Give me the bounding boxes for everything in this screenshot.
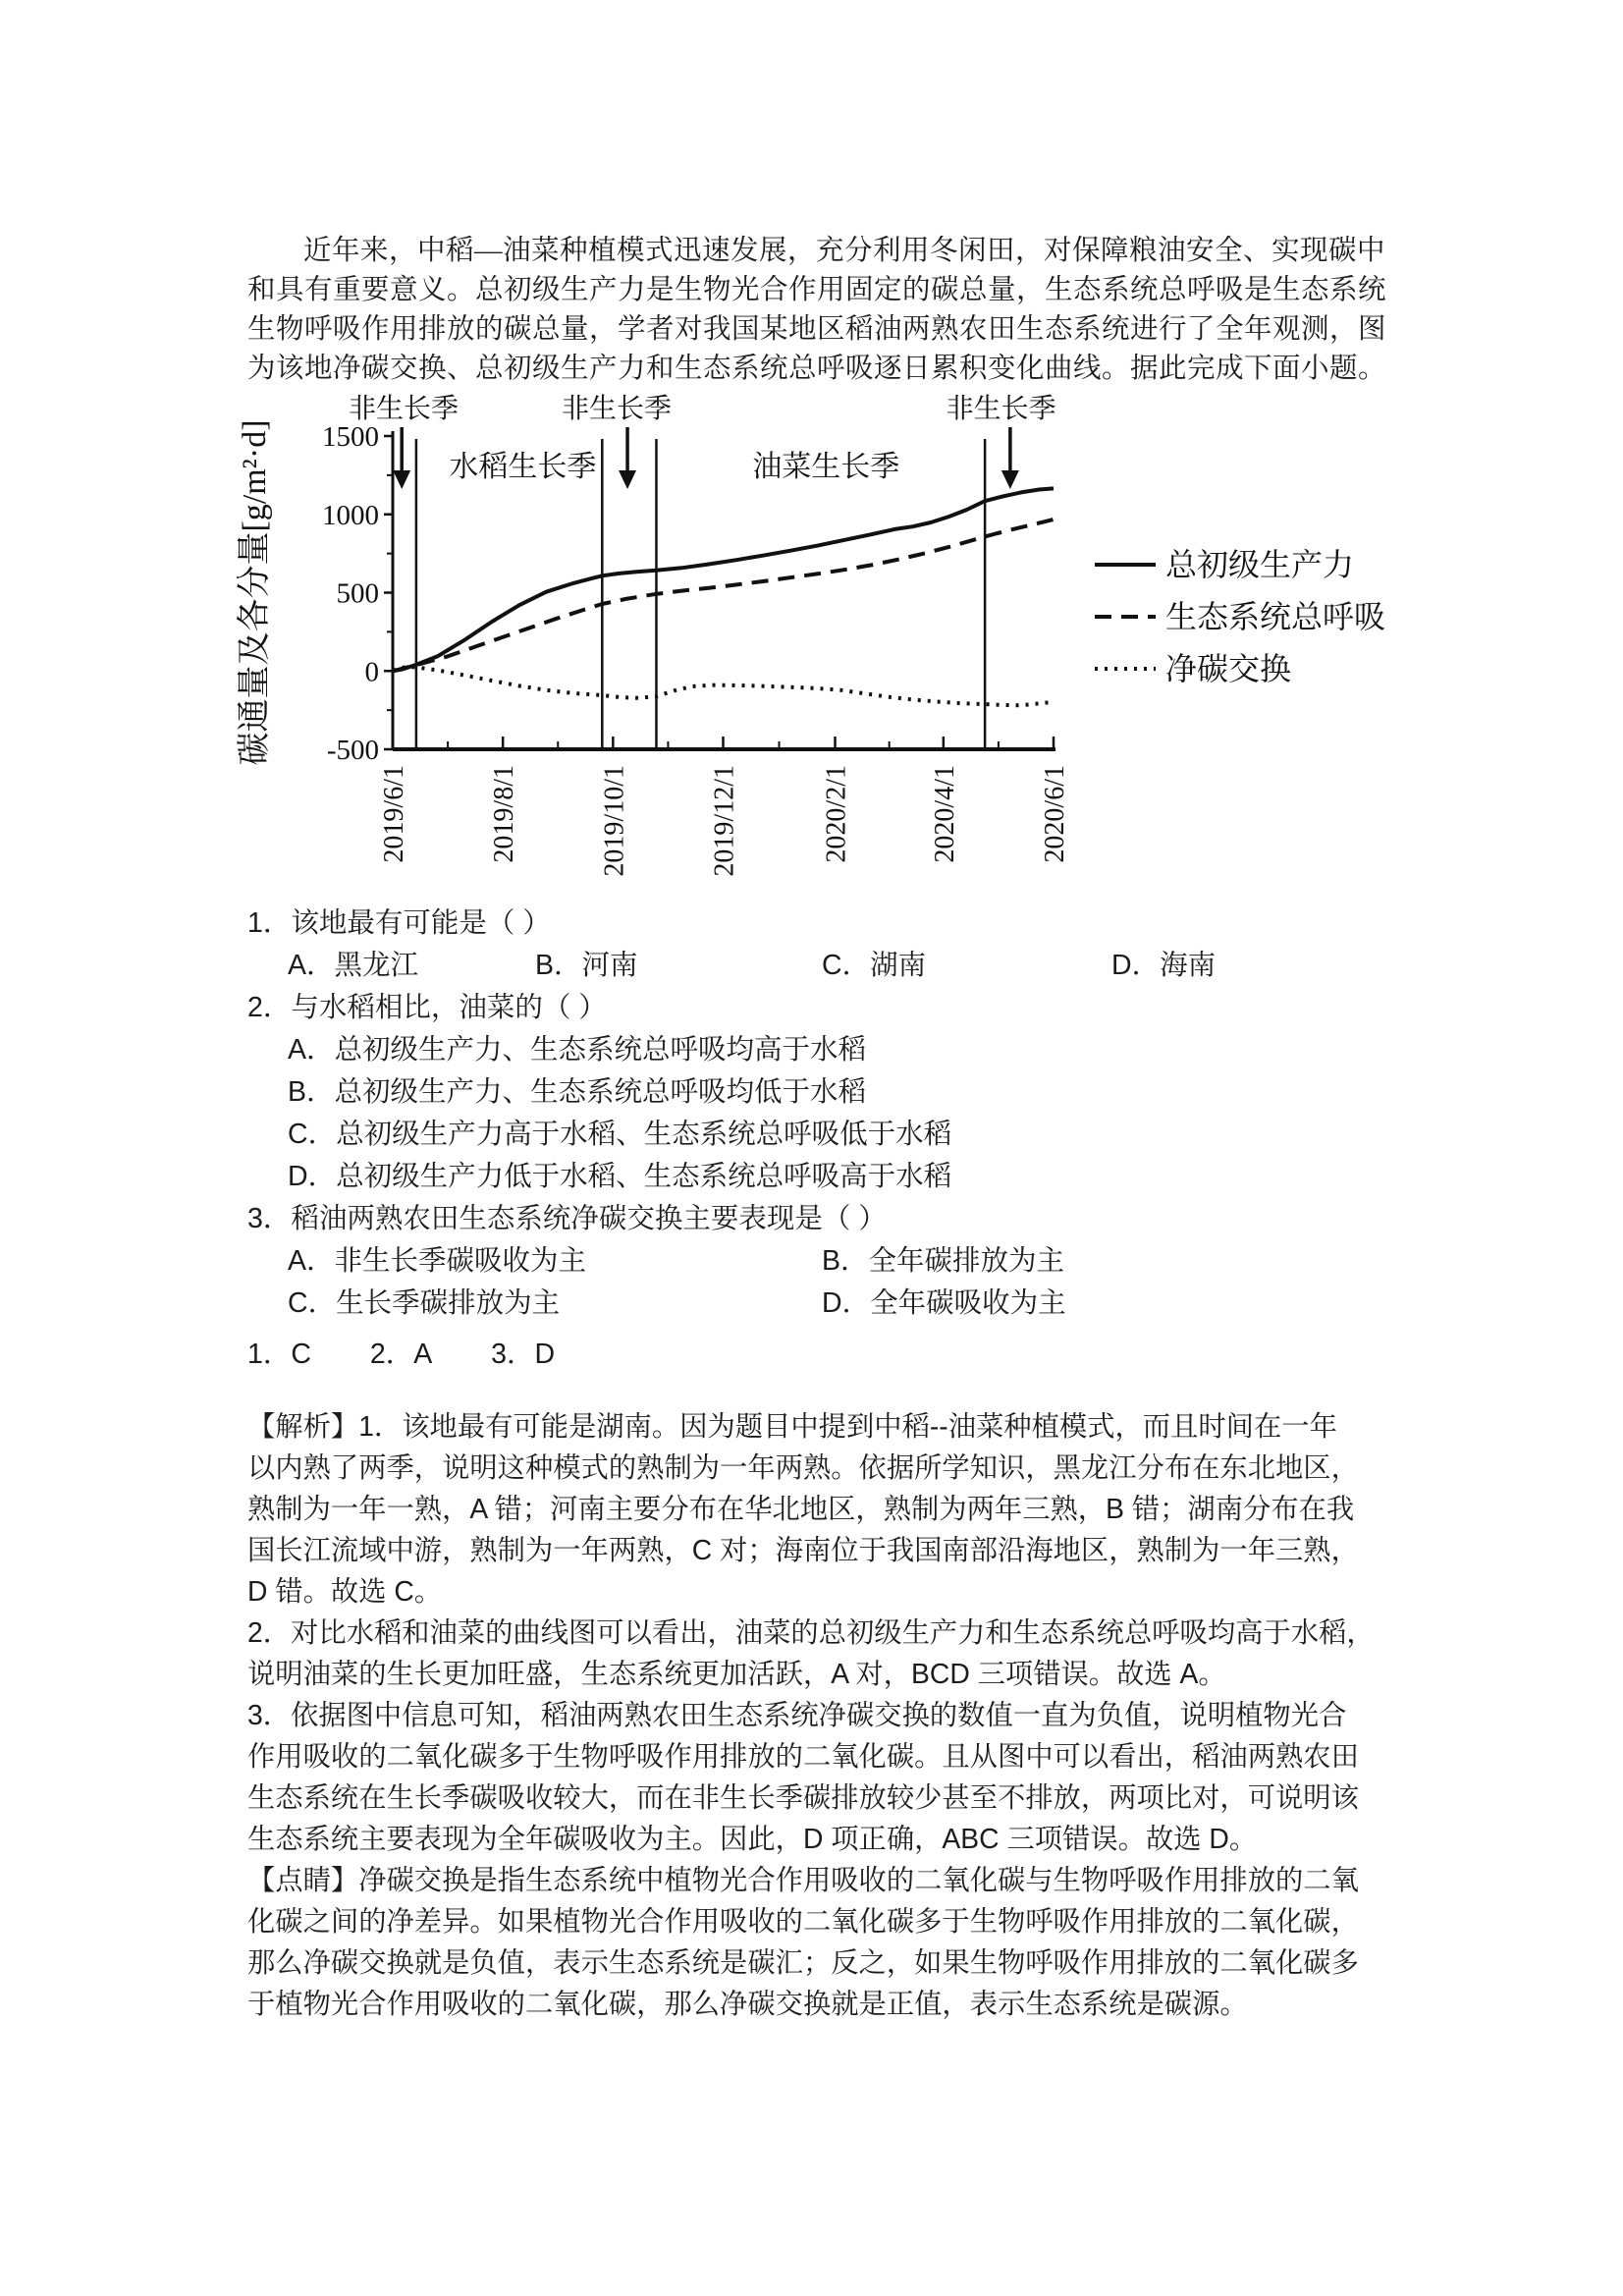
- x-tick-label: 2019/10/1: [599, 765, 630, 877]
- q2-option-b: B．总初级生产力、生态系统总呼吸均低于水稻: [288, 1076, 867, 1108]
- q1-option-b: B．河南: [535, 950, 638, 981]
- season-label-inside: 油菜生长季: [752, 451, 900, 483]
- legend-label-er: 生态系统总呼吸: [1165, 599, 1386, 634]
- stem-line: 近年来，中稻—油菜种植模式迅速发展，充分利用冬闲田，对保障粮油安全、实现碳中: [303, 236, 1386, 266]
- curve-gpp: [393, 488, 1054, 671]
- question-3-options-row2: [247, 1283, 1396, 1325]
- y-tick-label: 1500: [322, 421, 379, 453]
- question-3-stem: 3．稻油两熟农田生态系统净碳交换主要表现是（ ）: [247, 1203, 887, 1234]
- analysis-line: 2．对比水稻和油菜的曲线图可以看出，油菜的总初级生产力和生态系统总呼吸均高于水稻，: [247, 1616, 1375, 1648]
- x-tick-label: 2019/8/1: [489, 765, 520, 863]
- x-tick-label: 2019/12/1: [709, 765, 740, 877]
- season-arrow-icon: [393, 470, 410, 489]
- analysis-line: 那么净碳交换就是负值，表示生态系统是碳汇；反之，如果生物呼吸作用排放的二氧化碳多: [247, 1946, 1359, 1978]
- legend-label-gpp: 总初级生产力: [1165, 547, 1355, 582]
- q1-option-a: A．黑龙江: [288, 950, 419, 981]
- analysis-line: 于植物光合作用吸收的二氧化碳，那么净碳交换就是正值，表示生态系统是碳源。: [247, 1988, 1248, 2019]
- season-label-above: 非生长季: [562, 394, 673, 424]
- analysis-line: 生态系统在生长季碳吸收较大，而在非生长季碳排放较少甚至不排放，两项比对，可说明该: [247, 1781, 1359, 1813]
- question-stem-paragraph: [247, 232, 1387, 389]
- x-tick-label: 2020/6/1: [1040, 765, 1070, 863]
- q2-option-d: D．总初级生产力低于水稻、生态系统总呼吸高于水稻: [288, 1161, 952, 1192]
- q2-option-c: C．总初级生产力高于水稻、生态系统总呼吸低于水稻: [288, 1119, 952, 1150]
- season-label-above: 非生长季: [946, 394, 1056, 424]
- analysis-line: 作用吸收的二氧化碳多于生物呼吸作用排放的二氧化碳。且从图中可以看出，稻油两熟农田: [247, 1740, 1359, 1772]
- analysis-block: [247, 1405, 1406, 2024]
- answer-2: 2．A: [369, 1339, 433, 1370]
- legend-label-nee: 净碳交换: [1165, 651, 1292, 686]
- y-tick-label: 0: [364, 656, 379, 688]
- y-axis-title: 碳通量及各分量[g/m²·d]: [237, 419, 273, 766]
- carbon-flux-chart-svg: [226, 388, 1492, 923]
- q3-option-d: D．全年碳吸收为主: [822, 1287, 1066, 1319]
- q3-option-a: A．非生长季碳吸收为主: [288, 1245, 587, 1277]
- analysis-line: 生态系统主要表现为全年碳吸收为主。因此，D 项正确，ABC 三项错误。故选 D。: [247, 1823, 1258, 1854]
- analysis-line: 以内熟了两季，说明这种模式的熟制为一年两熟。依据所学知识，黑龙江分布在东北地区，: [247, 1451, 1359, 1483]
- season-arrow-icon: [619, 470, 636, 489]
- answer-key-line: [247, 1334, 606, 1376]
- analysis-line: 熟制为一年一熟，A 错；河南主要分布在华北地区，熟制为两年三熟，B 错；湖南分布在我: [247, 1493, 1355, 1524]
- x-tick-label: 2019/6/1: [379, 765, 409, 863]
- q3-option-b: B．全年碳排放为主: [822, 1245, 1065, 1277]
- stem-line: 生物呼吸作用排放的碳总量，学者对我国某地区稻油两熟农田生态系统进行了全年观测，图: [247, 314, 1387, 345]
- questions-block: [247, 902, 1396, 1325]
- x-tick-label: 2020/4/1: [929, 765, 960, 863]
- analysis-line: D 错。故选 C。: [247, 1575, 443, 1607]
- curve-nee: [393, 667, 1054, 706]
- question-2-stem: 2．与水稻相比，油菜的（ ）: [247, 992, 607, 1023]
- q2-option-a: A．总初级生产力、生态系统总呼吸均高于水稻: [288, 1034, 867, 1066]
- analysis-line: 【点睛】净碳交换是指生态系统中植物光合作用吸收的二氧化碳与生物呼吸作用排放的二氧: [247, 1864, 1359, 1895]
- q1-option-c: C．湖南: [822, 950, 927, 981]
- analysis-line: 【解析】1．该地最有可能是湖南。因为题目中提到中稻--油菜种植模式，而且时间在一年: [247, 1410, 1337, 1442]
- carbon-flux-chart: [226, 388, 1492, 923]
- q3-option-c: C．生长季碳排放为主: [288, 1287, 561, 1319]
- season-arrow-icon: [1001, 470, 1019, 489]
- analysis-line: 化碳之间的净差异。如果植物光合作用吸收的二氧化碳多于生物呼吸作用排放的二氧化碳，: [247, 1905, 1359, 1937]
- analysis-line: 3．依据图中信息可知，稻油两熟农田生态系统净碳交换的数值一直为负值，说明植物光合: [247, 1699, 1347, 1730]
- stem-line: 为该地净碳交换、总初级生产力和生态系统总呼吸逐日累积变化曲线。据此完成下面小题。: [247, 354, 1387, 384]
- season-label-inside: 水稻生长季: [449, 451, 597, 483]
- stem-line: 和具有重要意义。总初级生产力是生物光合作用固定的碳总量，生态系统总呼吸是生态系统: [247, 275, 1387, 305]
- season-label-above: 非生长季: [349, 394, 460, 424]
- analysis-line: 国长江流域中游，熟制为一年两熟，C 对；海南位于我国南部沿海地区，熟制为一年三熟，: [247, 1534, 1359, 1565]
- answer-1: 1．C: [247, 1339, 311, 1370]
- question-1-stem: 1．该地最有可能是（ ）: [247, 907, 551, 939]
- y-tick-label: -500: [326, 735, 379, 766]
- x-tick-label: 2020/2/1: [821, 765, 852, 863]
- q1-option-d: D．海南: [1111, 950, 1217, 981]
- question-1-options: [247, 945, 1396, 987]
- question-3-options-row1: [247, 1240, 1396, 1283]
- answer-3: 3．D: [491, 1339, 556, 1370]
- y-tick-label: 1000: [322, 499, 379, 531]
- curve-er: [393, 519, 1054, 671]
- analysis-line: 说明油菜的生长更加旺盛，生态系统更加活跃，A 对，BCD 三项错误。故选 A。: [247, 1658, 1226, 1689]
- y-tick-label: 500: [336, 577, 379, 610]
